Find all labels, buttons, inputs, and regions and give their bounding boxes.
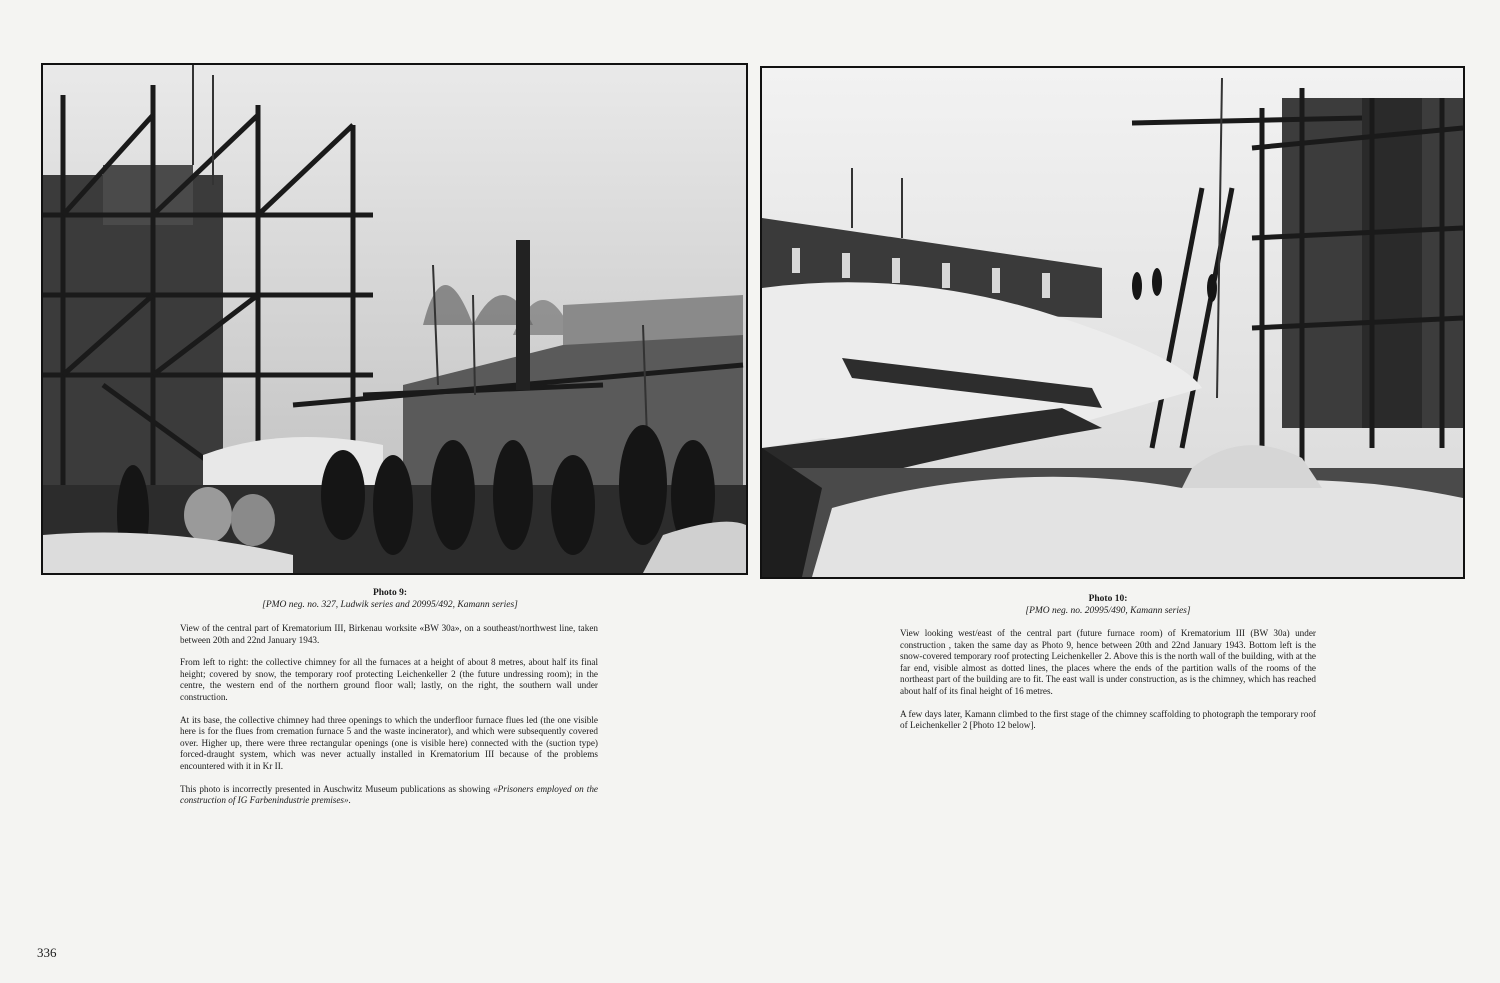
photo-9-paragraph-4-quote: «Prisoners employed on the construction of IG Farbenindustrie premises».: [180, 783, 598, 806]
photo-10-paragraph-1: View looking west/east of the central part (future furnace room) of Krematorium III (BW 30a) under construction , taken the same day as Photo 9, hence between 20th and 22nd January 1943. Bottom left is the snow-covered temporary roof protecting Leichenkeller 2. Above this is the north wall of the building, with at the far end, visible almost as dotted lines, the places where the ends of the partition walls of the rooms of the northeast part of the building are to fit. The east wall is under construction, as is the chimney, which has reached about half of its final height of 16 metres.: [900, 628, 1316, 696]
photo-9-source: [PMO neg. no. 327, Ludwik series and 20995/492, Kamann series]: [262, 600, 518, 610]
photo-9-title: Photo 9:: [372, 588, 408, 598]
photo-10-caption: [900, 593, 1316, 617]
photo-9-image: [41, 63, 748, 575]
photo-10-title: Photo 10:: [1088, 594, 1128, 604]
photo-9-paragraph-2: From left to right: the collective chimney for all the furnaces at a height of about 8 metres, about half its final height; covered by snow, the temporary roof protecting Leichenkeller 2 (the future undressing room); in the centre, the western end of the northern ground floor wall; lastly, on the right, the southern wall under construction.: [180, 657, 598, 702]
photo-9-paragraph-3: At its base, the collective chimney had three openings to which the underfloor furnace flues led (the one visible here is for the flues from cremation furnace 5 and the waste incinerator), and which were subsequently covered over. Higher up, there were three rectangular openings (one is visible here) connected with the (suction type) forced-draught system, which was never actually installed in Krematorium III because of the problems encountered with it in Kr II.: [180, 714, 598, 771]
photo-10-image: [760, 66, 1465, 579]
photo-9-paragraph-1: View of the central part of Krematorium III, Birkenau worksite «BW 30a», on a southeast/northwest line, taken between 20th and 22nd January 1943.: [180, 623, 598, 645]
photo-10-paragraph-2: A few days later, Kamann climbed to the first stage of the chimney scaffolding to photograph the temporary roof of Leichenkeller 2 [Photo 12 below].: [900, 708, 1316, 731]
photo-9-paragraph-4: [180, 784, 598, 807]
photo-9-paragraph-4-text: This photo is incorrectly presented in Auschwitz Museum publications as showing: [180, 783, 494, 794]
photo-9-description: [180, 623, 598, 818]
page-number: 336: [37, 945, 57, 960]
photo-9-caption: [180, 587, 600, 611]
photo-10-source: [PMO neg. no. 20995/490, Kamann series]: [1025, 606, 1191, 616]
photo-10-description: [900, 628, 1316, 743]
